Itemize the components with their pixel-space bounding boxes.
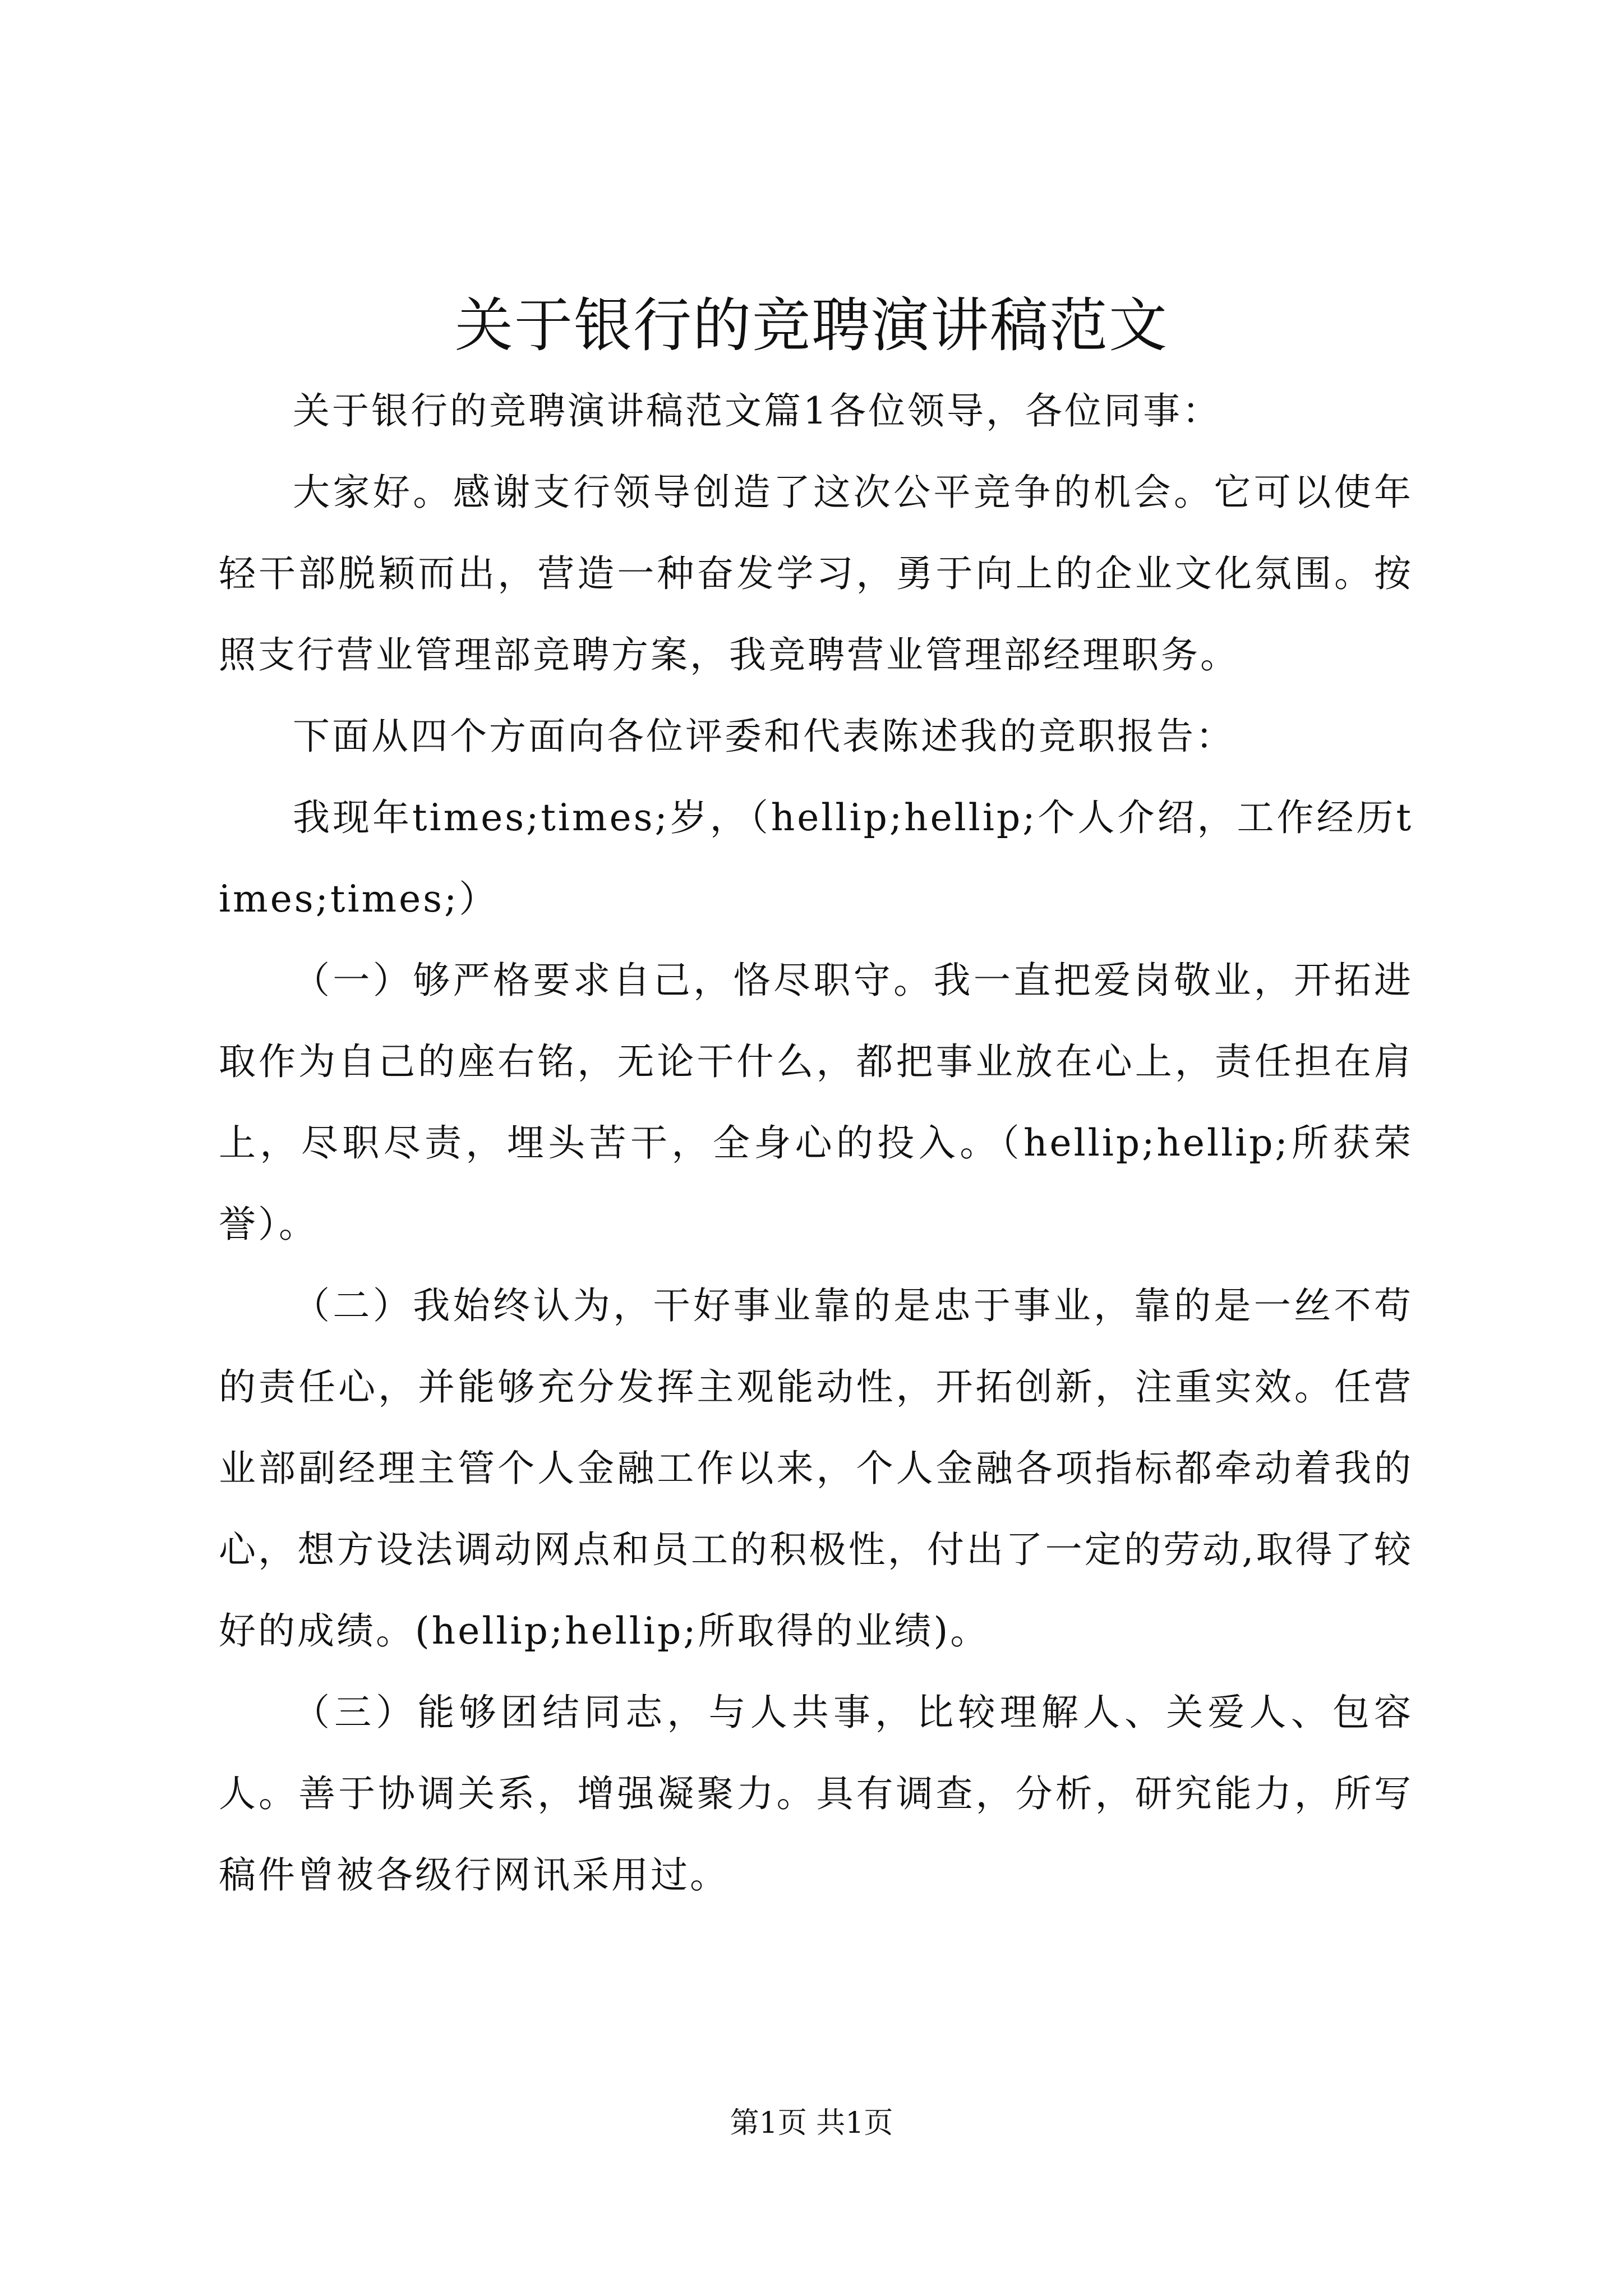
paragraph-intro: 关于银行的竞聘演讲稿范文篇1各位领导，各位同事： <box>293 389 1221 432</box>
paragraph-overview: 下面从四个方面向各位评委和代表陈述我的竞职报告： <box>293 715 1235 758</box>
paragraph-point-one: （一）够严格要求自己，恪尽职守。我一直把爱岗敬业，开拓进取作为自己的座右铭，无论干什么，都把事业放在心上，责任担在肩上，尽职尽责，埋头苦干，全身心的投入。（hellip;hellip;所获荣誉）。 <box>219 959 1413 1246</box>
document-body <box>219 370 1413 1916</box>
paragraph-greeting: 大家好。感谢支行领导创造了这次公平竞争的机会。它可以使年轻干部脱颖而出，营造一种奋发学习，勇于向上的企业文化氛围。按照支行营业管理部竞聘方案，我竞聘营业管理部经理职务。 <box>219 471 1413 677</box>
paragraph-personal-info: 我现年times;times;岁，（hellip;hellip;个人介绍，工作经历times;times;） <box>219 796 1413 921</box>
page-number-footer: 第1页 共1页 <box>730 2106 893 2140</box>
paragraph-point-three: （三）能够团结同志，与人共事，比较理解人、关爱人、包容人。善于协调关系，增强凝聚力。具有调查，分析，研究能力，所写稿件曾被各级行网讯采用过。 <box>219 1691 1413 1897</box>
document-title: 关于银行的竞聘演讲稿范文 <box>454 291 1168 360</box>
paragraph-point-two: （二）我始终认为，干好事业靠的是忠于事业，靠的是一丝不苟的责任心，并能够充分发挥主观能动性，开拓创新，注重实效。任营业部副经理主管个人金融工作以来，个人金融各项指标都牵动着我的心，想方设法调动网点和员工的积极性，付出了一定的劳动,取得了较好的成绩。(hellip;hellip;所取得的业绩)。 <box>219 1284 1413 1653</box>
